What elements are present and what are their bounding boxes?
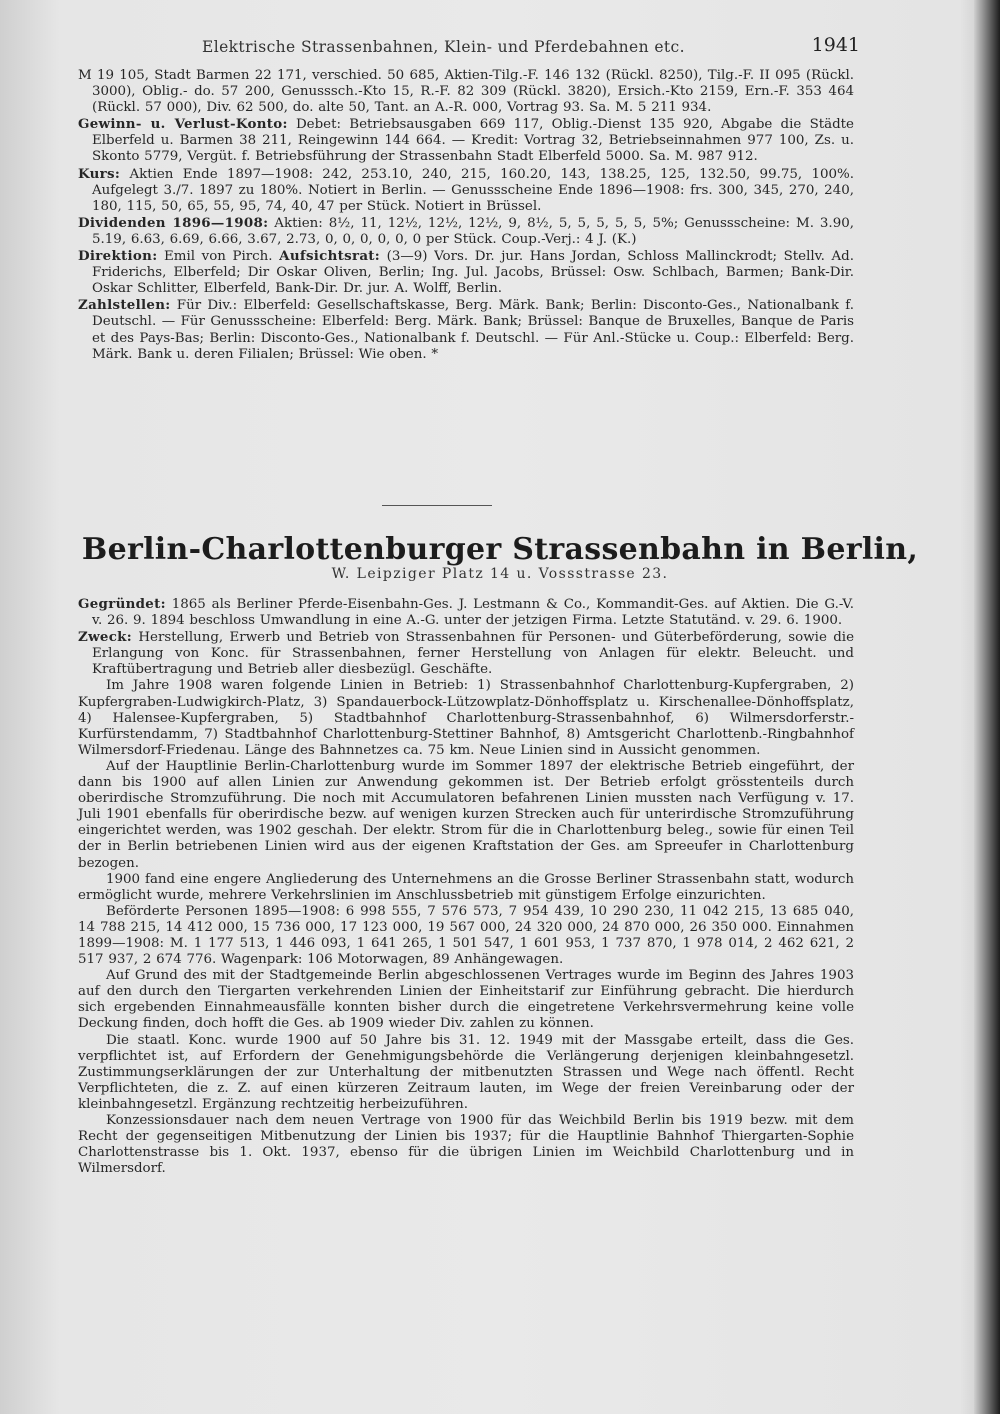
zweck-text: Herstellung, Erwerb und Betrieb von Strassenbahnen für Personen- und Güterbeförderung, sowie die Erlangung von Konc. für Strassenbahnen, ferner Herstellung von Anlagen für elektr. Beleucht. und Kraftübertragung und Betrieb aller diesbezügl. Geschäfte. — [92, 630, 855, 678]
gegruendet-section — [78, 596, 854, 629]
previous-entry — [78, 68, 854, 363]
gegruendet-text: 1865 als Berliner Pferde-Eisenbahn-Ges. J. Lestmann & Co., Kommandit-Ges. auf Aktien. Die G.-V. v. 26. 9. 1894 beschloss Umwandlung in eine A.-G. unter der jetzigen Firma. Letzte Statutänd. v. 29. 6. 1900. — [92, 597, 854, 629]
aufsichtsrat-label: Aufsichtsrat: — [279, 248, 381, 265]
kurs-label: Kurs: — [78, 165, 121, 182]
zahlstellen-text: Für Div.: Elberfeld: Gesellschaftskasse, Berg. Märk. Bank; Berlin: Disconto-Ges., Nationalbank f. Deutschl. — Für Genussscheine: Elberfeld: Berg. Märk. Bank; Brüssel: Banque de Bruxelles, Banque de Paris et des Pays-Bas; Berlin: Disconto-Ges., Nationalbank f. Deutschl. — Für Anl.-Stücke u. Coup.: Elberfeld: Berg. Märk. Bank u. deren Filialen; Brüssel: Wie oben. * — [92, 298, 854, 362]
paragraph-electric-operation: Auf der Hauptlinie Berlin-Charlottenburg wurde im Sommer 1897 der elektrische Betrieb eingeführt, der dann bis 1900 auf allen Linien zur Anwendung gekommen ist. Der Betrieb erfolgt grösstenteils durch oberirdische Stromzuführung. Die noch mit Accumulatoren befahrenen Linien mussten nach Verfügung v. 17. Juli 1901 ebenfalls für oberirdische bezw. auf wenigen kurzen Strecken auch für unterirdische Stromzuführung eingerichtet werden, was 1902 geschah. Der elektr. Strom für die in Charlottenburg beleg., sowie für einen Teil der in Berlin betriebenen Linien wird aus der eigenen Kraftstation der Ges. am Spreeufer in Charlottenburg bezogen. — [78, 758, 854, 871]
gewinn-label: Gewinn- u. Verlust-Konto: — [78, 116, 288, 133]
zweck-section — [78, 629, 854, 678]
paragraph-lines: Im Jahre 1908 waren folgende Linien in Betrieb: 1) Strassenbahnhof Charlottenburg-Kupfergraben, 2) Kupfergraben-Ludwigkirch-Platz, 3) Spandauerbock-Lützowplatz-Dönhoffsplatz u. Kirschenallee-Dönhoffsplatz, 4) Halensee-Kupfergraben, 5) Stadtbahnhof Charlottenburg-Strassenbahnhof, 6) Wilmersdorferstr.-Kurfürstendamm, 7) Stadtbahnhof Charlottenburg-Stettiner Bahnhof, 8) Amtsgericht Charlottenb.-Ringbahnhof Wilmersdorf-Friedenau. Länge des Bahnnetzes ca. 75 km. Neue Linien sind in Aussicht genommen. — [78, 678, 854, 758]
company-entry — [78, 596, 854, 1177]
balance-continuation: M 19 105, Stadt Barmen 22 171, verschied. 50 685, Aktien-Tilg.-F. 146 132 (Rückl. 8250), Tilg.-F. II 095 (Rückl. 3000), Oblig.- do. 57 200, Genusssch.-Kto 15, R.-F. 82 309 (Rückl. 3820), Ersich.-Kto 2159, Ern.-F. 353 464 (Rückl. 57 000), Div. 62 500, do. alte 50, Tant. an A.-R. 000, Vortrag 93. Sa. M. 5 211 934. — [78, 68, 854, 116]
gewinn-verlust-section — [78, 116, 854, 165]
gewinn-text: Debet: Betriebsausgaben 669 117, Oblig.-Dienst 135 920, Abgabe die Städte Elberfeld u. Barmen 38 211, Reingewinn 144 664. — Kredit: Vortrag 32, Betriebseinnahmen 977 100, Zs. u. Skonto 5779, Vergüt. f. Betriebsführung der Strassenbahn Stadt Elberfeld 5000. Sa. M. 987 912. — [92, 117, 854, 165]
book-spine-shadow — [974, 0, 1000, 1414]
paragraph-concession: Die staatl. Konc. wurde 1900 auf 50 Jahre bis 31. 12. 1949 mit der Massgabe erteilt, dass die Ges. verpflichtet ist, auf Erfordern der Genehmigungsbehörde die Verlängerung derjenigen kleinbahngesetzl. Zustimmungserklärungen der zur Unterhaltung der mitbenutzten Strassen und Wege nach öffentl. Recht Verpflichteten, die z. Z. auf einen kürzeren Zeitraum lauten, im Wege der freien Vereinbarung oder der kleinbahngesetzl. Ergänzung rechtzeitig herbeizuführen. — [78, 1032, 854, 1112]
zahlstellen-section — [78, 297, 854, 362]
section-divider — [382, 505, 492, 506]
direktion-text: Emil von Pirch. — [164, 249, 273, 265]
paragraph-passenger-statistics: Beförderte Personen 1895—1908: 6 998 555, 7 576 573, 7 954 439, 10 290 230, 11 042 215, 13 685 040, 14 788 215, 14 412 000, 15 736 000, 17 123 000, 19 567 000, 24 320 000, 24 870 000, 26 350 000. Einnahmen 1899—1908: M. 1 177 513, 1 446 093, 1 641 265, 1 501 547, 1 601 953, 1 737 870, 1 978 014, 2 462 621, 2 517 937, 2 674 776. Wagenpark: 106 Motorwagen, 89 Anhängewagen. — [78, 903, 854, 968]
company-title: Berlin-Charlottenburger Strassenbahn in Berlin, — [81, 532, 919, 567]
dividenden-section — [78, 215, 854, 248]
kurs-text: Aktien Ende 1897—1908: 242, 253.10, 240, 215, 160.20, 143, 138.25, 125, 132.50, 99.75, 100%. Aufgelegt 3./7. 1897 zu 180%. Notiert in Berlin. — Genussscheine Ende 1896—1908: frs. 300, 345, 270, 240, 180, 115, 50, 65, 55, 95, 74, 40, 47 per Stück. Notiert in Brüssel. — [92, 166, 854, 214]
zahlstellen-label: Zahlstellen: — [78, 297, 171, 314]
running-title: Elektrische Strassenbahnen, Klein- und Pferdebahnen etc. — [202, 38, 685, 56]
paragraph-affiliation: 1900 fand eine engere Angliederung des Unternehmens an die Grosse Berliner Strassenbahn statt, wodurch ermöglicht wurde, mehrere Verkehrslinien im Anschlussbetrieb mit günstigem Erfolge einzurichten. — [78, 871, 854, 903]
dividenden-text: Aktien: 8½, 11, 12½, 12½, 12½, 9, 8½, 5, 5, 5, 5, 5, 5%; Genussscheine: M. 3.90, 5.19, 6.63, 6.69, 6.66, 3.67, 2.73, 0, 0, 0, 0, 0, 0 per Stück. Coup.-Verj.: 4 J. (K.) — [92, 215, 854, 247]
company-address: W. Leipziger Platz 14 u. Vossstrasse 23. — [331, 566, 669, 582]
gegruendet-label: Gegründet: — [78, 596, 166, 612]
page-header — [90, 34, 860, 64]
direktion-section — [78, 248, 854, 297]
kurs-section — [78, 166, 854, 215]
dividenden-label: Dividenden 1896—1908: — [78, 214, 269, 231]
page-number: 1941 — [811, 34, 860, 56]
zweck-label: Zweck: — [78, 629, 132, 646]
paragraph-concession-duration: Konzessionsdauer nach dem neuen Vertrage von 1900 für das Weichbild Berlin bis 1919 bezw. mit dem Recht der gegenseitigen Mitbenutzung der Linien bis 1937; für die Hauptlinie Bahnhof Thiergarten-Sophie Charlottenstrasse bis 1. Okt. 1937, ebenso für die übrigen Linien im Weichbild Charlottenburg und in Wilmersdorf. — [78, 1113, 854, 1177]
direktion-label: Direktion: — [78, 248, 158, 265]
paragraph-tariff: Auf Grund des mit der Stadtgemeinde Berlin abgeschlossenen Vertrages wurde im Beginn des Jahres 1903 auf den durch den Tiergarten verkehrenden Linien der Einheitstarif zur Einführung gebracht. Die hierdurch sich ergebenden Einnahmeausfälle konnten bisher durch die eingetretene Verkehrsvermehrung keine volle Deckung finden, doch hofft die Ges. ab 1909 wieder Div. zahlen zu können. — [78, 968, 854, 1032]
aufsichtsrat-text: (3—9) Vors. Dr. jur. Hans Jordan, Schloss Mallinckrodt; Stellv. Ad. Friderichs, Elberfeld; Dir Oskar Oliven, Berlin; Ing. Jul. Jacobs, Brüssel: Osw. Schlbach, Barmen; Bank-Dir. Oskar Schlitter, Elberfeld, Bank-Dir. Dr. jur. A. Wolff, Berlin. — [92, 249, 854, 297]
